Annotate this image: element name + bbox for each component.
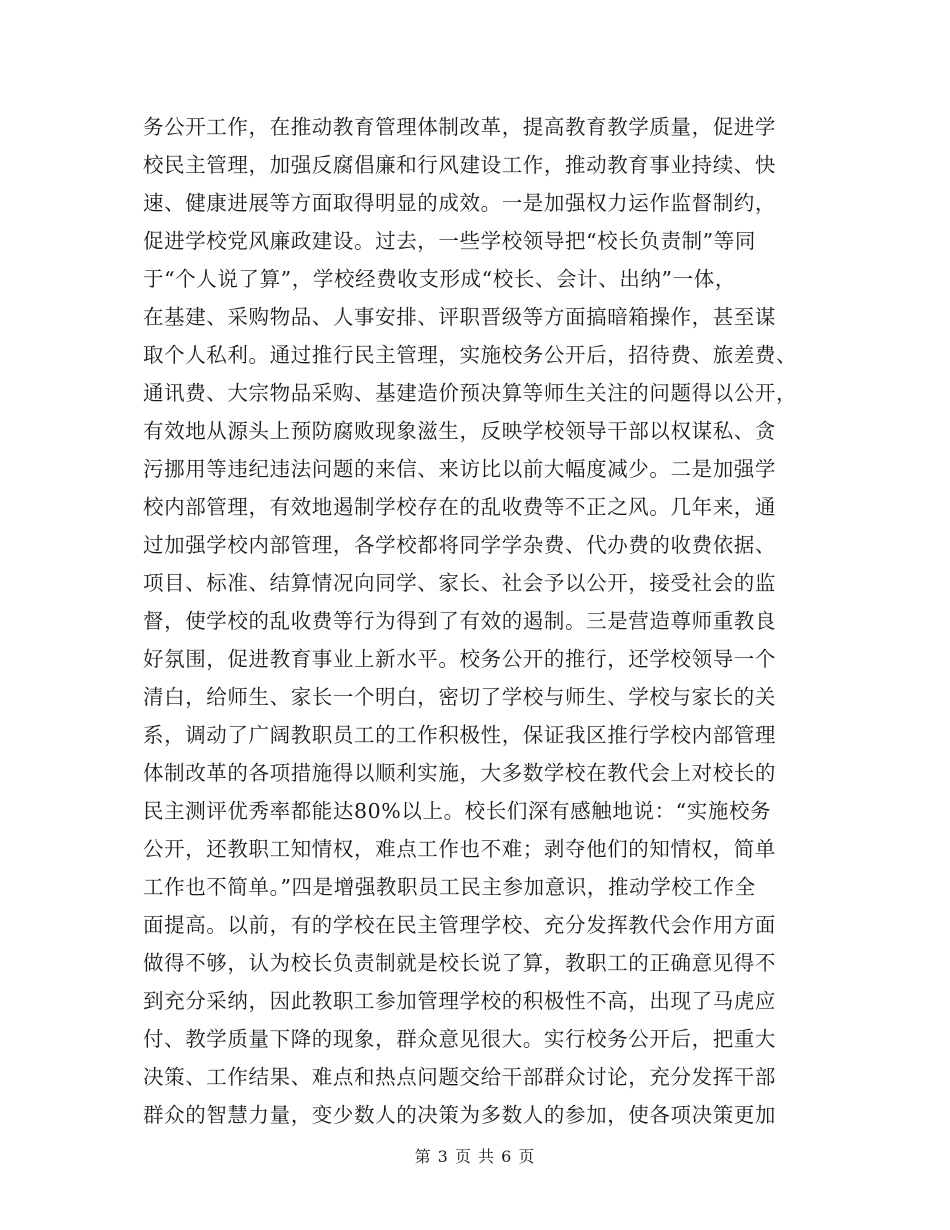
text-line: 校民主管理，加强反腐倡廉和行风建设工作，推动教育事业持续、快 [143,153,776,177]
text-line: 付、教学质量下降的现象，群众意见很大。实行校务公开后，把重大 [143,1027,776,1051]
text-line: 民主测评优秀率都能达80%以上。校长们深有感触地说：“实施校务 [143,799,772,823]
text-line: 污挪用等违纪违法问题的来信、来访比以前大幅度减少。二是加强学 [143,457,776,481]
text-line: 系，调动了广阔教职员工的工作积极性，保证我区推行学校内部管理 [143,723,776,747]
text-line: 体制改革的各项措施得以顺利实施，大多数学校在教代会上对校长的 [143,761,776,785]
text-line: 校内部管理，有效地遏制学校存在的乱收费等不正之风。几年来，通 [143,495,776,519]
body-text [143,108,813,1134]
text-line: 在基建、采购物品、人事安排、评职晋级等方面搞暗箱操作，甚至谋 [143,305,776,329]
text-line: 取个人私利。通过推行民主管理，实施校务公开后，招待费、旅差费、 [143,343,798,367]
text-line: 项目、标准、结算情况向同学、家长、社会予以公开，接受社会的监 [143,571,776,595]
text-line: 督，使学校的乱收费等行为得到了有效的遏制。三是营造尊师重教良 [143,609,776,633]
text-line: 决策、工作结果、难点和热点问题交给干部群众讨论，充分发挥干部 [143,1065,776,1089]
text-line: 清白，给师生、家长一个明白，密切了学校与师生、学校与家长的关 [143,685,776,709]
text-line: 过加强学校内部管理，各学校都将同学学杂费、代办费的收费依据、 [143,533,776,557]
page-number-footer: 第 3 页 共 6 页 [414,1147,536,1166]
text-line: 于“个人说了算”，学校经费收支形成“校长、会计、出纳”一体， [143,267,736,291]
text-line: 有效地从源头上预防腐败现象滋生，反映学校领导干部以权谋私、贪 [143,419,776,443]
text-line: 群众的智慧力量，变少数人的决策为多数人的参加，使各项决策更加 [143,1103,776,1127]
text-line: 到充分采纳，因此教职工参加管理学校的积极性不高，出现了马虎应 [143,989,776,1013]
text-line: 做得不够，认为校长负责制就是校长说了算，教职工的正确意见得不 [143,951,776,975]
text-line: 通讯费、大宗物品采购、基建造价预决算等师生关注的问题得以公开， [143,381,798,405]
text-line: 面提高。以前，有的学校在民主管理学校、充分发挥教代会作用方面 [143,913,776,937]
text-line: 工作也不简单。”四是增强教职员工民主参加意识，推动学校工作全 [143,875,756,899]
text-line: 速、健康进展等方面取得明显的成效。一是加强权力运作监督制约， [143,191,776,215]
text-line: 好氛围，促进教育事业上新水平。校务公开的推行，还学校领导一个 [143,647,776,671]
text-line: 促进学校党风廉政建设。过去，一些学校领导把“校长负责制”等同 [143,229,756,253]
text-line: 公开，还教职工知情权，难点工作也不难；剥夺他们的知情权，简单 [143,837,776,861]
text-line: 务公开工作，在推动教育管理体制改革，提高教育教学质量，促进学 [143,115,776,139]
